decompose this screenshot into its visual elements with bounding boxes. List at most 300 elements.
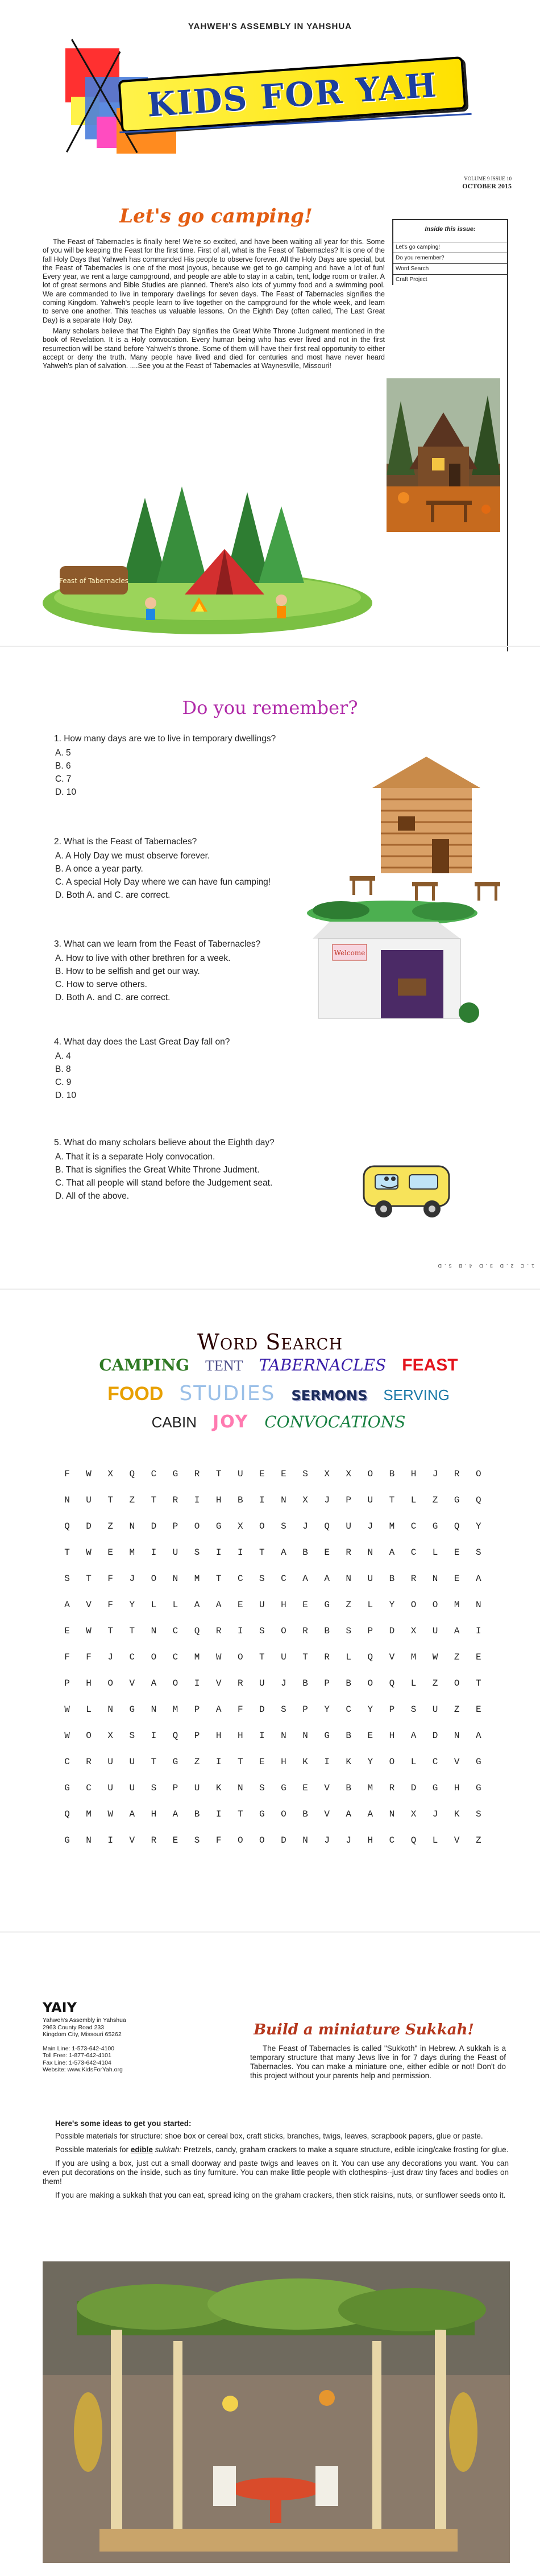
grid-letter[interactable]: H <box>389 1731 395 1741</box>
grid-letter[interactable]: Y <box>324 1704 330 1715</box>
grid-letter[interactable]: T <box>86 1574 92 1584</box>
grid-letter[interactable]: W <box>86 1547 92 1558</box>
grid-letter[interactable]: G <box>64 1835 70 1846</box>
grid-letter[interactable]: N <box>475 1600 481 1610</box>
grid-letter[interactable]: A <box>389 1547 395 1558</box>
grid-letter[interactable]: P <box>194 1704 200 1715</box>
grid-letter[interactable]: X <box>302 1495 308 1505</box>
grid-letter[interactable]: U <box>129 1783 135 1793</box>
grid-letter[interactable]: R <box>86 1757 92 1767</box>
grid-letter[interactable]: O <box>281 1809 286 1819</box>
grid-letter[interactable]: Z <box>194 1757 200 1767</box>
grid-letter[interactable]: A <box>410 1731 417 1741</box>
grid-letter[interactable]: I <box>151 1731 157 1741</box>
grid-letter[interactable]: N <box>302 1835 308 1846</box>
grid-letter[interactable]: S <box>194 1547 200 1558</box>
grid-letter[interactable]: T <box>107 1495 113 1505</box>
grid-letter[interactable]: X <box>324 1469 330 1479</box>
grid-letter[interactable]: G <box>324 1600 330 1610</box>
grid-letter[interactable]: M <box>389 1521 395 1531</box>
grid-letter[interactable]: I <box>324 1757 330 1767</box>
grid-letter[interactable]: U <box>432 1704 438 1715</box>
grid-letter[interactable]: A <box>302 1574 308 1584</box>
answer-option[interactable]: D. Both A. and C. are correct. <box>55 993 171 1002</box>
grid-letter[interactable]: T <box>64 1547 70 1558</box>
grid-letter[interactable]: I <box>215 1547 222 1558</box>
grid-letter[interactable]: S <box>259 1783 265 1793</box>
grid-letter[interactable]: O <box>367 1469 373 1479</box>
grid-letter[interactable]: P <box>302 1704 308 1715</box>
grid-letter[interactable]: S <box>281 1704 286 1715</box>
grid-letter[interactable]: Z <box>432 1495 438 1505</box>
grid-letter[interactable]: A <box>129 1809 135 1819</box>
grid-letter[interactable]: F <box>107 1600 113 1610</box>
grid-letter[interactable]: P <box>346 1495 352 1505</box>
website[interactable]: Website: www.KidsForYah.org <box>43 2066 123 2073</box>
grid-letter[interactable]: S <box>151 1783 157 1793</box>
grid-letter[interactable]: G <box>475 1757 481 1767</box>
grid-letter[interactable]: X <box>410 1809 417 1819</box>
grid-letter[interactable]: O <box>151 1652 157 1662</box>
answer-option[interactable]: A. 5 <box>55 748 71 758</box>
toc-item[interactable]: Let's go camping! <box>393 242 507 253</box>
answer-option[interactable]: D. Both A. and C. are correct. <box>55 890 171 900</box>
grid-letter[interactable]: H <box>151 1809 157 1819</box>
answer-option[interactable]: B. 8 <box>55 1064 71 1074</box>
grid-letter[interactable]: I <box>259 1731 265 1741</box>
answer-option[interactable]: A. How to live with other brethren for a week. <box>55 953 231 963</box>
grid-letter[interactable]: O <box>475 1469 481 1479</box>
grid-letter[interactable]: T <box>259 1652 265 1662</box>
grid-letter[interactable]: V <box>86 1600 92 1610</box>
grid-letter[interactable]: T <box>129 1626 135 1636</box>
grid-letter[interactable]: H <box>454 1783 460 1793</box>
grid-letter[interactable]: E <box>237 1600 243 1610</box>
grid-letter[interactable]: E <box>475 1652 481 1662</box>
grid-letter[interactable]: A <box>172 1809 178 1819</box>
grid-letter[interactable]: O <box>432 1600 438 1610</box>
grid-letter[interactable]: A <box>475 1731 481 1741</box>
grid-letter[interactable]: F <box>86 1652 92 1662</box>
grid-letter[interactable]: N <box>237 1783 243 1793</box>
grid-letter[interactable]: F <box>107 1574 113 1584</box>
toc-item[interactable]: Word Search <box>393 263 507 274</box>
grid-letter[interactable]: U <box>367 1574 373 1584</box>
grid-letter[interactable]: R <box>237 1678 243 1689</box>
answer-option[interactable]: B. 6 <box>55 761 71 771</box>
grid-letter[interactable]: R <box>346 1547 352 1558</box>
grid-letter[interactable]: G <box>215 1521 222 1531</box>
grid-letter[interactable]: L <box>432 1835 438 1846</box>
grid-letter[interactable]: Z <box>454 1652 460 1662</box>
grid-letter[interactable]: J <box>129 1574 135 1584</box>
grid-letter[interactable]: H <box>215 1495 222 1505</box>
grid-letter[interactable]: G <box>432 1783 438 1793</box>
grid-letter[interactable]: B <box>302 1809 308 1819</box>
grid-letter[interactable]: Q <box>454 1521 460 1531</box>
grid-letter[interactable]: R <box>215 1626 222 1636</box>
grid-letter[interactable]: D <box>86 1521 92 1531</box>
grid-letter[interactable]: C <box>410 1521 417 1531</box>
grid-letter[interactable]: R <box>410 1574 417 1584</box>
grid-letter[interactable]: K <box>302 1757 308 1767</box>
grid-letter[interactable]: L <box>432 1547 438 1558</box>
grid-letter[interactable]: Y <box>367 1757 373 1767</box>
grid-letter[interactable]: X <box>237 1521 243 1531</box>
grid-letter[interactable]: G <box>281 1783 286 1793</box>
grid-letter[interactable]: Y <box>475 1521 481 1531</box>
grid-letter[interactable]: N <box>367 1547 373 1558</box>
grid-letter[interactable]: S <box>302 1469 308 1479</box>
answer-option[interactable]: D. 10 <box>55 787 77 797</box>
grid-letter[interactable]: J <box>367 1521 373 1531</box>
grid-letter[interactable]: E <box>64 1626 70 1636</box>
grid-letter[interactable]: S <box>194 1835 200 1846</box>
grid-letter[interactable]: E <box>281 1469 286 1479</box>
grid-letter[interactable]: E <box>454 1547 460 1558</box>
grid-letter[interactable]: X <box>346 1469 352 1479</box>
grid-letter[interactable]: O <box>237 1652 243 1662</box>
grid-letter[interactable]: I <box>475 1626 481 1636</box>
grid-letter[interactable]: G <box>324 1731 330 1741</box>
answer-option[interactable]: B. A once a year party. <box>55 864 143 874</box>
grid-letter[interactable]: J <box>302 1521 308 1531</box>
grid-letter[interactable]: Q <box>324 1521 330 1531</box>
grid-letter[interactable]: O <box>454 1678 460 1689</box>
grid-letter[interactable]: S <box>475 1547 481 1558</box>
grid-letter[interactable]: V <box>324 1783 330 1793</box>
grid-letter[interactable]: J <box>432 1469 438 1479</box>
grid-letter[interactable]: U <box>259 1678 265 1689</box>
toc-item[interactable]: Craft Project <box>393 274 507 285</box>
grid-letter[interactable]: T <box>215 1574 222 1584</box>
grid-letter[interactable]: Y <box>129 1600 135 1610</box>
grid-letter[interactable]: U <box>237 1469 243 1479</box>
grid-letter[interactable]: U <box>346 1521 352 1531</box>
grid-letter[interactable]: B <box>302 1678 308 1689</box>
grid-letter[interactable]: U <box>367 1495 373 1505</box>
grid-letter[interactable]: U <box>432 1626 438 1636</box>
grid-letter[interactable]: L <box>86 1704 92 1715</box>
grid-letter[interactable]: O <box>259 1835 265 1846</box>
grid-letter[interactable]: P <box>172 1521 178 1531</box>
grid-letter[interactable]: A <box>367 1809 373 1819</box>
grid-letter[interactable]: U <box>281 1652 286 1662</box>
grid-letter[interactable]: U <box>107 1783 113 1793</box>
answer-option[interactable]: C. A special Holy Day where we can have fun camping! <box>55 877 271 887</box>
grid-letter[interactable]: H <box>281 1757 286 1767</box>
grid-letter[interactable]: T <box>302 1652 308 1662</box>
grid-letter[interactable]: O <box>151 1574 157 1584</box>
grid-letter[interactable]: J <box>324 1835 330 1846</box>
answer-option[interactable]: B. That is signifies the Great White Throne Judment. <box>55 1165 260 1175</box>
grid-letter[interactable]: K <box>454 1809 460 1819</box>
grid-letter[interactable]: O <box>281 1626 286 1636</box>
answer-option[interactable]: C. That all people will stand before the Judgement seat. <box>55 1178 273 1188</box>
grid-letter[interactable]: O <box>410 1600 417 1610</box>
grid-letter[interactable]: B <box>324 1626 330 1636</box>
grid-letter[interactable]: L <box>151 1600 157 1610</box>
grid-letter[interactable]: I <box>215 1809 222 1819</box>
grid-letter[interactable]: T <box>215 1469 222 1479</box>
grid-letter[interactable]: V <box>129 1835 135 1846</box>
grid-letter[interactable]: M <box>129 1547 135 1558</box>
grid-letter[interactable]: Q <box>129 1469 135 1479</box>
grid-letter[interactable]: X <box>107 1731 113 1741</box>
grid-letter[interactable]: S <box>64 1574 70 1584</box>
grid-letter[interactable]: Z <box>454 1704 460 1715</box>
grid-letter[interactable]: A <box>64 1600 70 1610</box>
grid-letter[interactable]: R <box>324 1652 330 1662</box>
grid-letter[interactable]: T <box>151 1757 157 1767</box>
grid-letter[interactable]: C <box>172 1626 178 1636</box>
grid-letter[interactable]: M <box>194 1652 200 1662</box>
grid-letter[interactable]: B <box>194 1809 200 1819</box>
grid-letter[interactable]: O <box>107 1678 113 1689</box>
grid-letter[interactable]: U <box>194 1783 200 1793</box>
grid-letter[interactable]: A <box>324 1574 330 1584</box>
grid-letter[interactable]: Z <box>129 1495 135 1505</box>
grid-letter[interactable]: N <box>389 1809 395 1819</box>
grid-letter[interactable]: G <box>454 1495 460 1505</box>
grid-letter[interactable]: O <box>237 1835 243 1846</box>
grid-letter[interactable]: D <box>151 1521 157 1531</box>
grid-letter[interactable]: C <box>410 1547 417 1558</box>
grid-letter[interactable]: N <box>86 1835 92 1846</box>
grid-letter[interactable]: W <box>432 1652 438 1662</box>
grid-letter[interactable]: S <box>259 1626 265 1636</box>
grid-letter[interactable]: T <box>475 1678 481 1689</box>
grid-letter[interactable]: O <box>389 1757 395 1767</box>
grid-letter[interactable]: Q <box>410 1835 417 1846</box>
grid-letter[interactable]: N <box>151 1626 157 1636</box>
grid-letter[interactable]: F <box>237 1704 243 1715</box>
grid-letter[interactable]: G <box>259 1809 265 1819</box>
grid-letter[interactable]: U <box>172 1547 178 1558</box>
grid-letter[interactable]: C <box>281 1574 286 1584</box>
grid-letter[interactable]: C <box>346 1704 352 1715</box>
grid-letter[interactable]: C <box>237 1574 243 1584</box>
grid-letter[interactable]: E <box>107 1547 113 1558</box>
grid-letter[interactable]: T <box>237 1757 243 1767</box>
toc-item[interactable]: Do you remember? <box>393 253 507 263</box>
grid-letter[interactable]: A <box>151 1678 157 1689</box>
grid-letter[interactable]: F <box>64 1652 70 1662</box>
grid-letter[interactable]: R <box>151 1835 157 1846</box>
grid-letter[interactable]: T <box>151 1495 157 1505</box>
grid-letter[interactable]: H <box>367 1835 373 1846</box>
grid-letter[interactable]: S <box>281 1521 286 1531</box>
grid-letter[interactable]: M <box>86 1809 92 1819</box>
grid-letter[interactable]: I <box>194 1495 200 1505</box>
grid-letter[interactable]: C <box>432 1757 438 1767</box>
grid-letter[interactable]: A <box>194 1600 200 1610</box>
grid-letter[interactable]: N <box>129 1521 135 1531</box>
grid-letter[interactable]: M <box>410 1652 417 1662</box>
grid-letter[interactable]: S <box>410 1704 417 1715</box>
wordsearch-grid[interactable] <box>57 1461 489 1853</box>
grid-letter[interactable]: Q <box>172 1731 178 1741</box>
answer-option[interactable]: D. 10 <box>55 1091 77 1100</box>
grid-letter[interactable]: I <box>151 1547 157 1558</box>
grid-letter[interactable]: D <box>432 1731 438 1741</box>
grid-letter[interactable]: W <box>86 1626 92 1636</box>
grid-letter[interactable]: Z <box>346 1600 352 1610</box>
grid-letter[interactable]: W <box>64 1731 70 1741</box>
answer-option[interactable]: A. 4 <box>55 1051 71 1061</box>
grid-letter[interactable]: R <box>172 1495 178 1505</box>
grid-letter[interactable]: Y <box>389 1600 395 1610</box>
grid-letter[interactable]: E <box>259 1469 265 1479</box>
grid-letter[interactable]: C <box>151 1469 157 1479</box>
grid-letter[interactable]: T <box>389 1495 395 1505</box>
grid-letter[interactable]: A <box>475 1574 481 1584</box>
grid-letter[interactable]: K <box>346 1757 352 1767</box>
grid-letter[interactable]: R <box>302 1626 308 1636</box>
grid-letter[interactable]: E <box>302 1600 308 1610</box>
grid-letter[interactable]: P <box>64 1678 70 1689</box>
grid-letter[interactable]: B <box>237 1495 243 1505</box>
grid-letter[interactable]: Z <box>475 1835 481 1846</box>
grid-letter[interactable]: C <box>64 1757 70 1767</box>
grid-letter[interactable]: K <box>215 1783 222 1793</box>
grid-letter[interactable]: J <box>281 1678 286 1689</box>
grid-letter[interactable]: J <box>107 1652 113 1662</box>
grid-letter[interactable]: V <box>129 1678 135 1689</box>
grid-letter[interactable]: B <box>389 1574 395 1584</box>
grid-letter[interactable]: S <box>259 1574 265 1584</box>
grid-letter[interactable]: L <box>367 1600 373 1610</box>
grid-letter[interactable]: V <box>454 1757 460 1767</box>
grid-letter[interactable]: G <box>129 1704 135 1715</box>
grid-letter[interactable]: D <box>281 1835 286 1846</box>
grid-letter[interactable]: L <box>410 1678 417 1689</box>
grid-letter[interactable]: V <box>389 1652 395 1662</box>
grid-letter[interactable]: N <box>281 1731 286 1741</box>
grid-letter[interactable]: J <box>324 1495 330 1505</box>
grid-letter[interactable]: Q <box>194 1626 200 1636</box>
grid-letter[interactable]: P <box>172 1783 178 1793</box>
grid-letter[interactable]: O <box>194 1521 200 1531</box>
grid-letter[interactable]: P <box>324 1678 330 1689</box>
grid-letter[interactable]: E <box>324 1547 330 1558</box>
grid-letter[interactable]: I <box>107 1835 113 1846</box>
grid-letter[interactable]: N <box>281 1495 286 1505</box>
grid-letter[interactable]: X <box>410 1626 417 1636</box>
grid-letter[interactable]: E <box>454 1574 460 1584</box>
grid-letter[interactable]: N <box>346 1574 352 1584</box>
grid-letter[interactable]: Z <box>432 1678 438 1689</box>
grid-letter[interactable]: C <box>172 1652 178 1662</box>
grid-letter[interactable]: Q <box>475 1495 481 1505</box>
grid-letter[interactable]: U <box>129 1757 135 1767</box>
answer-option[interactable]: A. That it is a separate Holy convocation. <box>55 1152 215 1162</box>
grid-letter[interactable]: V <box>215 1678 222 1689</box>
grid-letter[interactable]: C <box>389 1835 395 1846</box>
grid-letter[interactable]: V <box>454 1835 460 1846</box>
grid-letter[interactable]: I <box>237 1547 243 1558</box>
grid-letter[interactable]: L <box>346 1652 352 1662</box>
grid-letter[interactable]: T <box>237 1809 243 1819</box>
grid-letter[interactable]: W <box>64 1704 70 1715</box>
grid-letter[interactable]: Q <box>389 1678 395 1689</box>
grid-letter[interactable]: N <box>302 1731 308 1741</box>
grid-letter[interactable]: M <box>454 1600 460 1610</box>
grid-letter[interactable]: N <box>454 1731 460 1741</box>
grid-letter[interactable]: G <box>432 1521 438 1531</box>
grid-letter[interactable]: M <box>367 1783 373 1793</box>
grid-letter[interactable]: D <box>389 1626 395 1636</box>
grid-letter[interactable]: G <box>172 1469 178 1479</box>
grid-letter[interactable]: B <box>302 1547 308 1558</box>
grid-letter[interactable]: A <box>454 1626 460 1636</box>
grid-letter[interactable]: G <box>475 1783 481 1793</box>
grid-letter[interactable]: B <box>346 1678 352 1689</box>
grid-letter[interactable]: Y <box>367 1704 373 1715</box>
grid-letter[interactable]: R <box>194 1469 200 1479</box>
grid-letter[interactable]: A <box>215 1600 222 1610</box>
grid-letter[interactable]: W <box>215 1652 222 1662</box>
grid-letter[interactable]: O <box>86 1731 92 1741</box>
grid-letter[interactable]: L <box>410 1757 417 1767</box>
answer-option[interactable]: D. All of the above. <box>55 1191 130 1201</box>
grid-letter[interactable]: U <box>107 1757 113 1767</box>
grid-letter[interactable]: I <box>237 1626 243 1636</box>
grid-letter[interactable]: R <box>454 1469 460 1479</box>
grid-letter[interactable]: S <box>475 1809 481 1819</box>
grid-letter[interactable]: L <box>410 1495 417 1505</box>
grid-letter[interactable]: G <box>172 1757 178 1767</box>
grid-letter[interactable]: M <box>194 1574 200 1584</box>
grid-letter[interactable]: J <box>346 1835 352 1846</box>
answer-option[interactable]: C. 7 <box>55 774 72 784</box>
grid-letter[interactable]: B <box>346 1731 352 1741</box>
grid-letter[interactable]: U <box>259 1600 265 1610</box>
answer-option[interactable]: A. A Holy Day we must observe forever. <box>55 851 210 861</box>
grid-letter[interactable]: F <box>215 1835 222 1846</box>
grid-letter[interactable]: Q <box>64 1521 70 1531</box>
grid-letter[interactable]: H <box>281 1600 286 1610</box>
grid-letter[interactable]: P <box>194 1731 200 1741</box>
grid-letter[interactable]: N <box>172 1574 178 1584</box>
grid-letter[interactable]: I <box>194 1678 200 1689</box>
answer-option[interactable]: C. 9 <box>55 1078 72 1087</box>
grid-letter[interactable]: E <box>259 1757 265 1767</box>
grid-letter[interactable]: W <box>107 1809 113 1819</box>
answer-option[interactable]: B. How to be selfish and get our way. <box>55 967 200 976</box>
grid-letter[interactable]: Q <box>64 1809 70 1819</box>
grid-letter[interactable]: M <box>172 1704 178 1715</box>
grid-letter[interactable]: O <box>172 1678 178 1689</box>
grid-letter[interactable]: I <box>215 1757 222 1767</box>
grid-letter[interactable]: D <box>410 1783 417 1793</box>
grid-letter[interactable]: Z <box>107 1521 113 1531</box>
grid-letter[interactable]: E <box>475 1704 481 1715</box>
grid-letter[interactable]: D <box>259 1704 265 1715</box>
answer-option[interactable]: C. How to serve others. <box>55 980 147 989</box>
grid-letter[interactable]: T <box>107 1626 113 1636</box>
grid-letter[interactable]: P <box>389 1704 395 1715</box>
grid-letter[interactable]: H <box>410 1469 417 1479</box>
grid-letter[interactable]: J <box>432 1809 438 1819</box>
grid-letter[interactable]: O <box>367 1678 373 1689</box>
grid-letter[interactable]: H <box>215 1731 222 1741</box>
grid-letter[interactable]: H <box>86 1678 92 1689</box>
grid-letter[interactable]: S <box>346 1626 352 1636</box>
grid-letter[interactable]: Q <box>367 1652 373 1662</box>
grid-letter[interactable]: L <box>172 1600 178 1610</box>
grid-letter[interactable]: A <box>346 1809 352 1819</box>
